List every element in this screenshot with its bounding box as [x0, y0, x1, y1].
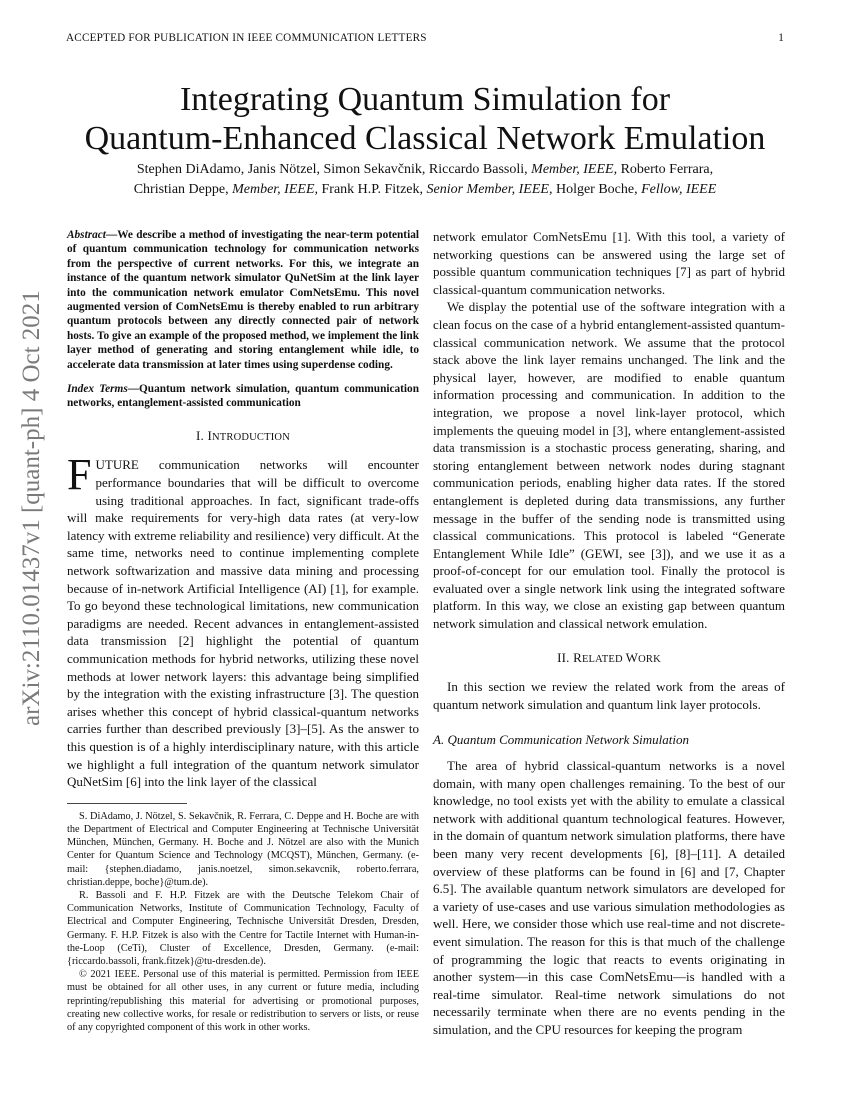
- author-affil: Member, IEEE,: [232, 182, 318, 197]
- abstract-text: —We describe a method of investigating the near-term potential of quantum communication technology for communication networks from the perspective of current networks. For this, we integrate an instance of the quantum network simulator QuNetSim at the link layer into the communication network emulator ComNetsEmu. This novel augmented version of ComNetsEmu is thereby enabled to run arbitrary quantum protocols between any directly connected pair of network hosts. To give an example of the proposed method, we implement the link layer method of generating and storing entanglement while idle, to accelerate data transmission at later times using superdense coding.: [67, 229, 419, 371]
- author-text: Roberto Ferrara,: [617, 162, 714, 177]
- subsection-heading: A. Quantum Communication Network Simulation: [433, 732, 690, 748]
- author-text: Holger Boche,: [552, 182, 642, 197]
- author-list: [40, 160, 810, 200]
- author-text: Christian Deppe,: [133, 182, 233, 197]
- abstract: [67, 228, 419, 372]
- related-work-paragraph-2: The area of hybrid classical-quantum networks is a novel domain, with many open challenges remaining. To the best of our knowledge, no tool exists yet with the ability to emulate a classical network with additional quantum technological features. However, in the domain of quantum network simulation platforms, there have been many very recent developments [6], [8]–[11]. A detailed overview of these platforms can be found in [6] and [7, Chapter 6.5]. The available quantum network simulators are developed for a variety of use-cases and use various simulation methodologies as well. Here, we consider those which use real-time and not discrete-event simulation. The reason for this is that much of the challenge of programming the logic that reacts to events originating in another system—in this case ComNetsEmu—is handled with a real-time simulator. Real-time network simulations do not necessarily terminate when there are no events pending in the simulation, and the CPU resources for keeping the program: [433, 758, 785, 1037]
- drop-cap-rest: UTURE: [95, 457, 139, 473]
- right-column: [433, 228, 785, 1039]
- author-affil: Senior Member, IEEE,: [426, 182, 553, 197]
- section-heading-related-work: II. RELATED WORK: [557, 649, 661, 665]
- intro-continued-paragraph: network emulator ComNetsEmu [1]. With this tool, a variety of networking questions can be answered using the large set of possible quantum communication techniques [7] as part of hybrid classical-quantum communication networks.: [433, 229, 785, 297]
- footnote-copyright: © 2021 IEEE. Personal use of this material is permitted. Permission from IEEE must be obtained for all other uses, in any current or future media, including reprinting/republishing this material for advertising or promotional purposes, creating new collective works, for resale or redistribution to servers or lists, or reuse of any copyrighted component of this work in other works.: [67, 969, 419, 1033]
- title-line-2: Quantum-Enhanced Classical Network Emulation: [84, 120, 766, 157]
- related-work-paragraph-1: In this section we review the related work from the areas of quantum network simulation and quantum link layer protocols.: [433, 679, 785, 712]
- author-affil: Fellow, IEEE: [641, 182, 717, 197]
- index-terms: [67, 382, 419, 411]
- footnote-rule: [67, 803, 187, 804]
- paper-title: [40, 80, 810, 158]
- author-affil: Member, IEEE,: [531, 162, 618, 177]
- intro-paragraph-2: We display the potential use of the software integration with a clean focus on the case of a hybrid entanglement-assisted quantum-classical communication network. We assume that the protocol stack above the link layer remains unchanged. The link and the physical layer, however, are modified to enable quantum information processing and communication. In addition to the integration, we propose a novel link-layer protocol, which implements the queuing model in [3], where entanglement-assisted data transmission is a stochastic process generating, sharing, and storing entanglement between network nodes during stagnant communication periods, enabling higher data rates. If the stored entanglement is depleted during data transmissions, any further message in the buffer of the sending node is transmitted using classical communications. This protocol is labeled “Generate Entanglement While Idle” (GEWI, see [3]), and we use it as a proof-of-concept for our emulation tool. Finally the protocol is evaluated over a single network link using the integrated software platform. In this way, we close an existing gap between quantum network simulation and classical network emulation.: [433, 299, 785, 632]
- left-column: [67, 228, 419, 1034]
- intro-text: communication networks will encounter performance boundaries that will be difficult to overcome using traditional approaches. In fact, significant trade-offs will make requirements for very-high data rates (at very-low latency with extreme reliability and resilience) very difficult. At the same time, networks need to continue implementing complete network softwarization and massive data mining and processing because of in-network Artificial Intelligence (AI) [1], for example. To go beyond these technological limitations, new communication paradigms are needed. Recent advances in entanglement-assisted data transmission [2] highlight the potential of quantum communication methods for hybrid networks, utilizing these novel methods at lower network layers: this advantage being simplified by the integration with the existing infrastructure [3]. The question arises whether this concept of hybrid classical-quantum networks carries further than described previously [3]–[5]. As the answer to this question is of a highly interdisciplinary nature, with this article we highlight a full integration of the quantum network simulator QuNetSim [6] into the link layer of the classical: [67, 457, 419, 790]
- section-heading-introduction: I. INTRODUCTION: [196, 427, 290, 443]
- abstract-lead: Abstract: [67, 229, 106, 241]
- arxiv-stamp[interactable]: arXiv:2110.01437v1 [quant-ph] 4 Oct 2021: [18, 290, 45, 726]
- footnotes: [67, 810, 419, 1034]
- author-line-1: [40, 160, 810, 180]
- author-line-2: [40, 180, 810, 200]
- index-terms-text: —Quantum network simulation, quantum communication networks, entanglement-assisted communication: [67, 383, 419, 410]
- author-text: Frank H.P. Fitzek,: [318, 182, 427, 197]
- page-number: 1: [778, 32, 784, 44]
- running-head: [66, 32, 784, 44]
- footnote-affiliation-2: R. Bassoli and F. H.P. Fitzek are with the Deutsche Telekom Chair of Communication Networks, Institute of Communication Technology, Faculty of Electrical and Computer Engineering, Technische Universität Dresden, Dresden, Germany. F. H.P. Fitzek is also with the Centre for Tactile Internet with Human-in-the-Loop (CeTi), Cluster of Excellence, Dresden, Germany. (e-mail: {riccardo.bassoli, frank.fitzek}@tu-dresden.de).: [67, 889, 419, 967]
- footnote-affiliation-1: S. DiAdamo, J. Nötzel, S. Sekavčnik, R. Ferrara, C. Deppe and H. Boche are with the Department of Electrical and Computer Engineering at Technische Universität München, München, Germany. H. Boche and J. Nötzel are also with the Munich Center for Quantum Science and Technology (MCQST), München, Germany. (e-mail: {stephen.diadamo, janis.noetzel, simon.sekavcnik, roberto.ferrara, christian.deppe, boche}@tum.de).: [67, 810, 419, 888]
- title-line-1: Integrating Quantum Simulation for: [179, 81, 671, 118]
- author-text: Stephen DiAdamo, Janis Nötzel, Simon Sekavčnik, Riccardo Bassoli,: [136, 162, 532, 177]
- index-terms-lead: Index Terms: [67, 383, 128, 396]
- running-head-text: ACCEPTED FOR PUBLICATION IN IEEE COMMUNICATION LETTERS: [66, 32, 427, 44]
- intro-paragraph: [67, 450, 419, 790]
- drop-cap: F: [67, 450, 92, 500]
